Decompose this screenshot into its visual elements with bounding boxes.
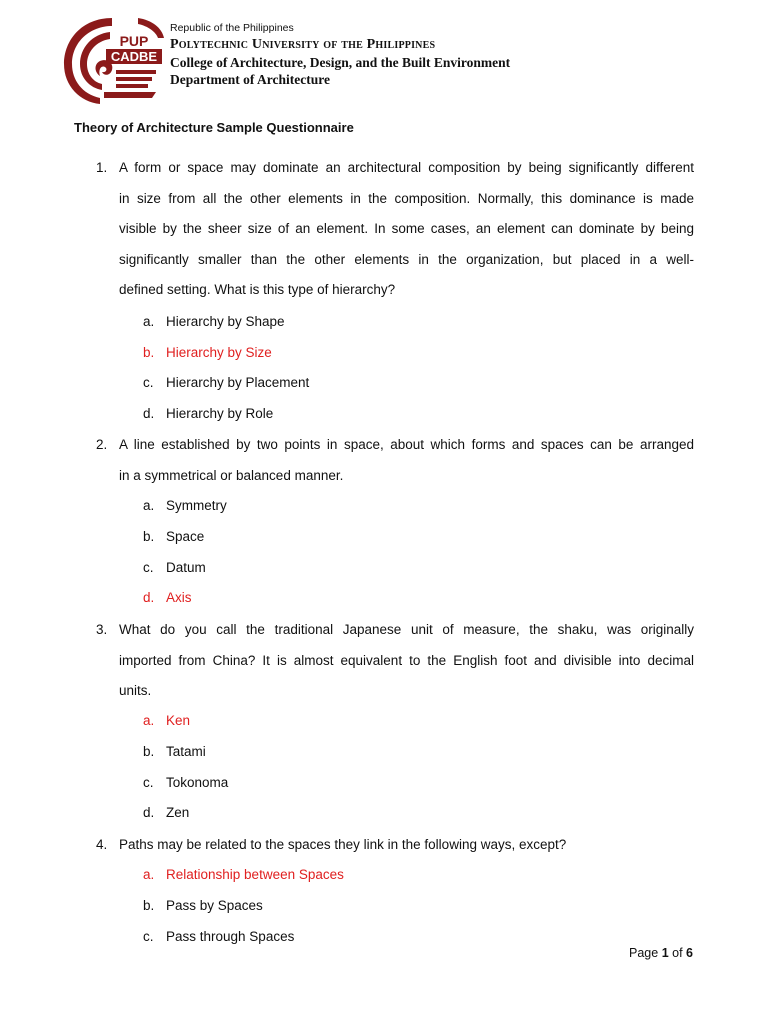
question-text (119, 830, 694, 861)
question-line: units. (119, 683, 152, 699)
question-1 (96, 153, 694, 306)
page-current: 1 (661, 946, 669, 960)
option-1b-answer: b. Hierarchy by Size (143, 345, 272, 360)
pup-cadbe-logo (60, 16, 166, 106)
of-word: of (672, 946, 683, 960)
page-number (629, 946, 693, 960)
question-line: defined setting. What is this type of hierarchy? (119, 282, 396, 298)
option-4a-answer: a. Relationship between Spaces (143, 867, 344, 882)
question-line: visible by the sheer size of an element. In some cases, an element can dominate by being (119, 221, 694, 237)
page-total: 6 (686, 946, 693, 960)
option-4b: b. Pass by Spaces (143, 898, 263, 913)
option-3b: b. Tatami (143, 744, 206, 759)
question-number: 2. (96, 437, 108, 452)
option-3c: c. Tokonoma (143, 775, 229, 790)
option-2b: b. Space (143, 529, 205, 544)
republic-label: Republic of the Philippines (170, 22, 294, 34)
question-number: 1. (96, 160, 108, 175)
question-text (119, 153, 694, 306)
question-text (119, 615, 694, 707)
logo-text-cadbe: CADBE (110, 49, 158, 64)
option-3d: d. Zen (143, 805, 190, 820)
university-name: Polytechnic University of the Philippines (170, 37, 436, 52)
question-3 (96, 615, 694, 707)
question-number: 3. (96, 622, 108, 637)
option-1c: c. Hierarchy by Placement (143, 375, 310, 390)
question-line: A line established by two points in space, about which forms and spaces can be arranged (119, 437, 694, 452)
question-4 (96, 830, 694, 861)
question-line: A form or space may dominate an architectural composition by being significantly different (119, 160, 694, 175)
question-2 (96, 430, 694, 491)
question-line: in size from all the other elements in the composition. Normally, this dominance is made (119, 190, 694, 206)
question-number: 4. (96, 837, 108, 852)
option-2a: a. Symmetry (143, 498, 227, 513)
logo-text-pup: PUP (119, 33, 149, 49)
college-name: College of Architecture, Design, and the Built Environment (170, 55, 511, 70)
page-word: Page (629, 946, 659, 960)
question-line: in a symmetrical or balanced manner. (119, 467, 344, 483)
option-1d: d. Hierarchy by Role (143, 406, 274, 421)
question-line: imported from China? It is almost equivalent to the English foot and divisible into decimal (119, 652, 694, 668)
question-text (119, 430, 694, 491)
department-name: Department of Architecture (170, 72, 330, 87)
option-1a: a. Hierarchy by Shape (143, 314, 285, 329)
question-line: Paths may be related to the spaces they link in the following ways, except? (119, 837, 567, 852)
option-2c: c. Datum (143, 560, 206, 575)
question-line: What do you call the traditional Japanese unit of measure, the shaku, was originally (119, 622, 694, 637)
document-title: Theory of Architecture Sample Questionnaire (74, 120, 354, 135)
option-4c: c. Pass through Spaces (143, 929, 295, 944)
option-3a-answer: a. Ken (143, 713, 191, 728)
option-2d-answer: d. Axis (143, 590, 192, 605)
question-line: significantly smaller than the other elements in the organization, but placed in a well- (119, 251, 694, 267)
